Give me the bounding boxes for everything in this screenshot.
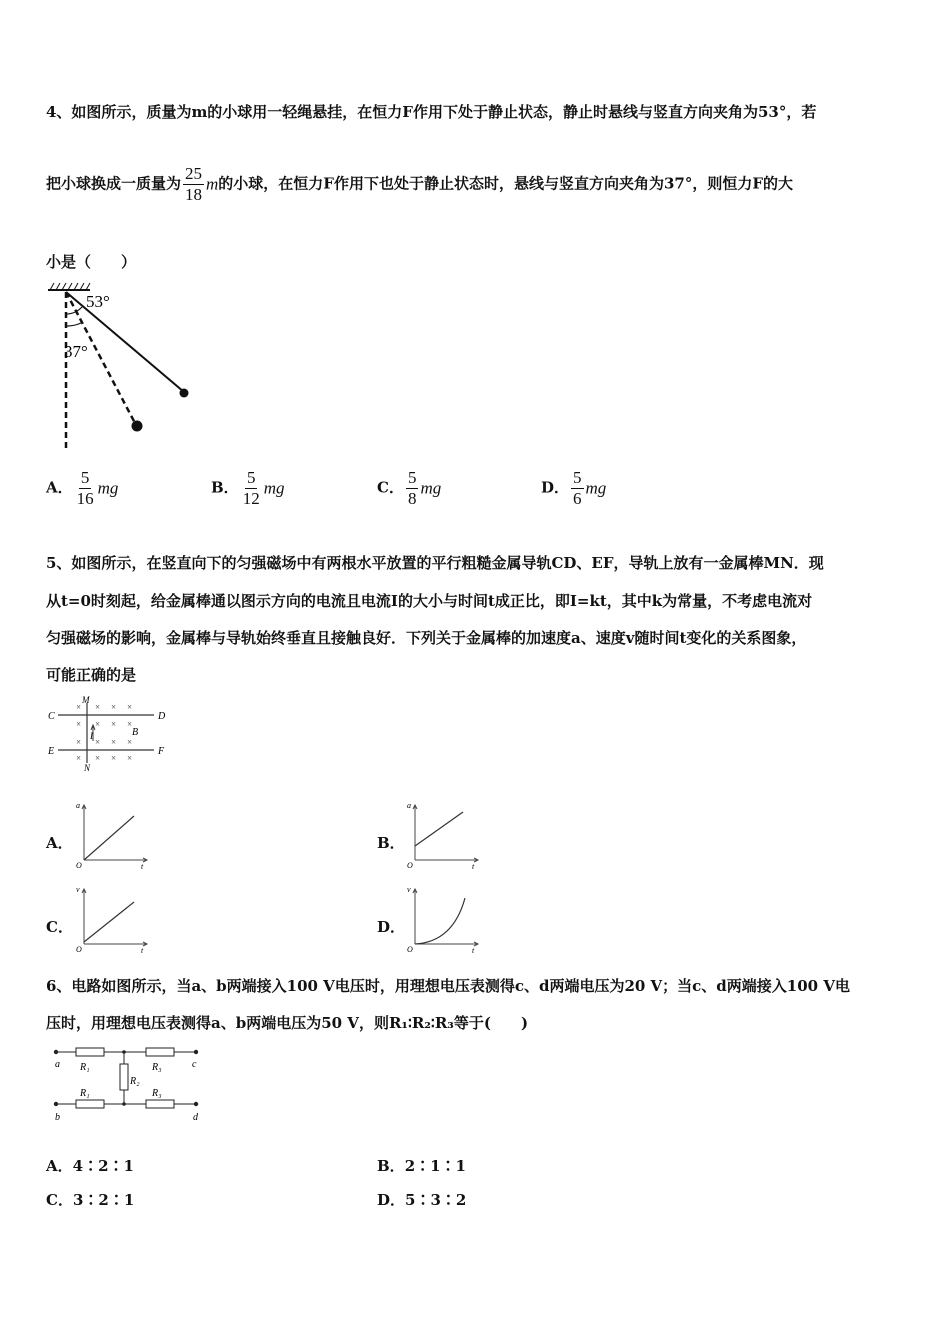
q5-option-a[interactable]: A． (46, 834, 73, 852)
q5-label-d: D (158, 711, 166, 722)
q5-graph-c-xaxis: t (141, 946, 144, 954)
q6-terminal-c: c (192, 1059, 197, 1070)
q4-line-2-pre: 把小球换成一质量为 (46, 174, 182, 193)
q4-option-c-unit: mg (420, 478, 442, 498)
field-cross: × (111, 753, 117, 763)
q5-graph-a-curve (84, 816, 134, 860)
q6-label-r1-top: R₁ (80, 1062, 90, 1073)
q6-terminal-d: d (193, 1112, 198, 1123)
q5-graph-a-yaxis: a (76, 801, 80, 810)
q5-graph-b-origin: O (407, 861, 413, 870)
q6-option-c-text: 3∶2∶1 (72, 1191, 135, 1209)
q4-mass-den: 18 (185, 185, 203, 204)
q6-terminal-b: b (55, 1112, 60, 1123)
field-cross: × (127, 719, 133, 729)
field-cross: × (76, 753, 82, 763)
q6-option-b-label: B． (377, 1157, 405, 1175)
q4-option-b-num: 5 (246, 468, 256, 487)
q5-graph-b (403, 800, 483, 870)
q6-label-r3-bottom: R₃ (152, 1088, 162, 1099)
q4-option-b-unit: mg (263, 478, 285, 498)
q4-option-b-den: 12 (242, 489, 260, 508)
q5-label-m: M (82, 695, 90, 705)
field-cross: × (76, 719, 82, 729)
q4-option-c-den: 8 (407, 489, 417, 508)
q5-label-b: B (132, 727, 139, 738)
q5-option-b[interactable]: B． (377, 834, 405, 852)
q6-r3-top (146, 1048, 174, 1056)
q4-option-c[interactable] (377, 468, 441, 509)
q5-graph-a-origin: O (76, 861, 82, 870)
q4-angle-53: 53° (86, 292, 110, 311)
q6-option-d-label: D． (377, 1191, 406, 1209)
q6-option-c-label: C． (46, 1191, 73, 1209)
q4-option-a-den: 16 (76, 489, 94, 508)
q5-rail-figure (46, 695, 176, 773)
q5-graph-a-xaxis: t (141, 862, 144, 870)
q5-label-n: N (84, 763, 91, 773)
q5-option-c[interactable]: C． (46, 918, 73, 936)
q5-label-c: C (48, 711, 55, 722)
q4-option-c-label: C． (377, 478, 404, 497)
field-cross: × (95, 719, 101, 729)
q4-line-1: 4、如图所示，质量为m的小球用一轻绳悬挂，在恒力F作用下处于静止状态，静止时悬线与竖直方向夹角为53°，若 (46, 103, 817, 121)
q5-line-4: 可能正确的是 (46, 666, 137, 684)
q4-option-b-label: B． (211, 478, 239, 497)
q5-graph-d-xaxis: t (472, 946, 475, 954)
q4-mass-var: m (206, 174, 219, 194)
q4-option-d-den: 6 (573, 489, 582, 508)
q4-option-c-num: 5 (407, 468, 417, 487)
q6-option-b-text: 2∶1∶1 (404, 1157, 466, 1175)
q6-circuit-figure (46, 1040, 216, 1130)
q4-option-b[interactable] (211, 468, 284, 509)
q6-option-a-label: A． (46, 1157, 73, 1175)
q6-label-r1-bottom: R₁ (80, 1088, 90, 1099)
q4-line-3: 小是（ ） (46, 253, 137, 271)
q4-option-d-label: D． (541, 478, 570, 497)
q4-option-d-num: 5 (573, 468, 582, 487)
q5-label-e: E (48, 746, 55, 757)
q4-option-a-num: 5 (80, 468, 90, 487)
q5-graph-d-yaxis: v (407, 885, 411, 894)
q6-option-d-text: 5∶3∶2 (405, 1191, 467, 1209)
q6-r1-top (76, 1048, 104, 1056)
q4-option-a-unit: mg (97, 478, 119, 498)
q5-line-3: 匀强磁场的影响，金属棒与导轨始终垂直且接触良好．下列关于金属棒的加速度a、速度v随时间t变化的关系图象， (46, 629, 807, 647)
field-cross: × (76, 702, 82, 712)
q6-option-d[interactable] (377, 1189, 466, 1210)
q5-graph-d (403, 884, 483, 954)
field-cross: × (127, 753, 133, 763)
q5-option-d[interactable]: D． (377, 918, 406, 936)
q6-label-r3-top: R₃ (152, 1062, 162, 1073)
q5-line-2: 从t=0时刻起，给金属棒通以图示方向的电流且电流I的大小与时间t成正比，即I=kt，其中k为常量，不考虑电流对 (46, 592, 813, 610)
q4-ball-1 (180, 389, 189, 398)
field-cross: × (127, 702, 133, 712)
q5-graph-c-origin: O (76, 945, 82, 954)
field-cross: × (95, 737, 101, 747)
q4-mass-fraction (183, 164, 204, 205)
q4-line-2-post: 的小球，在恒力F作用下也处于静止状态时，悬线与竖直方向夹角为37°，则恒力F的大 (218, 174, 793, 193)
q6-terminal-a: a (55, 1059, 60, 1070)
q6-option-b[interactable] (377, 1155, 466, 1176)
q6-line-1: 6、电路如图所示，当a、b两端接入100 V电压时，用理想电压表测得c、d两端电压为20 V；当c、d两端接入100 V电 (46, 977, 850, 995)
field-cross: × (95, 702, 101, 712)
field-cross: × (95, 753, 101, 763)
q4-option-a-label: A． (46, 478, 73, 497)
q5-label-i: I (90, 731, 93, 741)
field-cross: × (111, 702, 117, 712)
q5-graph-b-curve (415, 812, 463, 846)
q5-graph-d-curve (415, 898, 465, 944)
field-cross: × (111, 737, 117, 747)
q6-option-a[interactable] (46, 1155, 134, 1176)
q4-mass-num: 25 (185, 164, 203, 183)
q4-line-2 (46, 164, 793, 205)
q6-line-2: 压时，用理想电压表测得a、b两端电压为50 V，则R₁∶R₂∶R₃等于( ) (46, 1014, 529, 1032)
q5-graph-b-yaxis: a (407, 801, 411, 810)
q5-graph-b-xaxis: t (472, 862, 475, 870)
field-cross: × (111, 719, 117, 729)
q4-option-d-unit: mg (585, 478, 607, 498)
q6-option-a-text: 4∶2∶1 (72, 1157, 134, 1175)
q6-label-r2: R₂ (130, 1076, 140, 1087)
q6-r2 (120, 1064, 128, 1090)
q5-graph-c (72, 884, 152, 954)
q4-ball-2 (132, 421, 143, 432)
q4-option-a[interactable] (46, 468, 118, 509)
q5-line-1: 5、如图所示，在竖直向下的匀强磁场中有两根水平放置的平行粗糙金属导轨CD、EF，导轨上放有一金属棒MN．现 (46, 554, 824, 572)
q6-option-c[interactable] (46, 1189, 134, 1210)
q5-label-f: F (158, 746, 165, 757)
q4-angle-37: 37° (64, 342, 88, 361)
q4-pendulum-figure (40, 280, 200, 455)
q5-graph-c-curve (84, 902, 134, 942)
q5-graph-c-yaxis: v (76, 885, 80, 894)
q6-r3-bottom (146, 1100, 174, 1108)
field-cross: × (127, 737, 133, 747)
q6-r1-bottom (76, 1100, 104, 1108)
q5-graph-d-origin: O (407, 945, 413, 954)
field-cross: × (76, 737, 82, 747)
q4-option-d[interactable] (541, 468, 606, 509)
q5-graph-a (72, 800, 152, 870)
